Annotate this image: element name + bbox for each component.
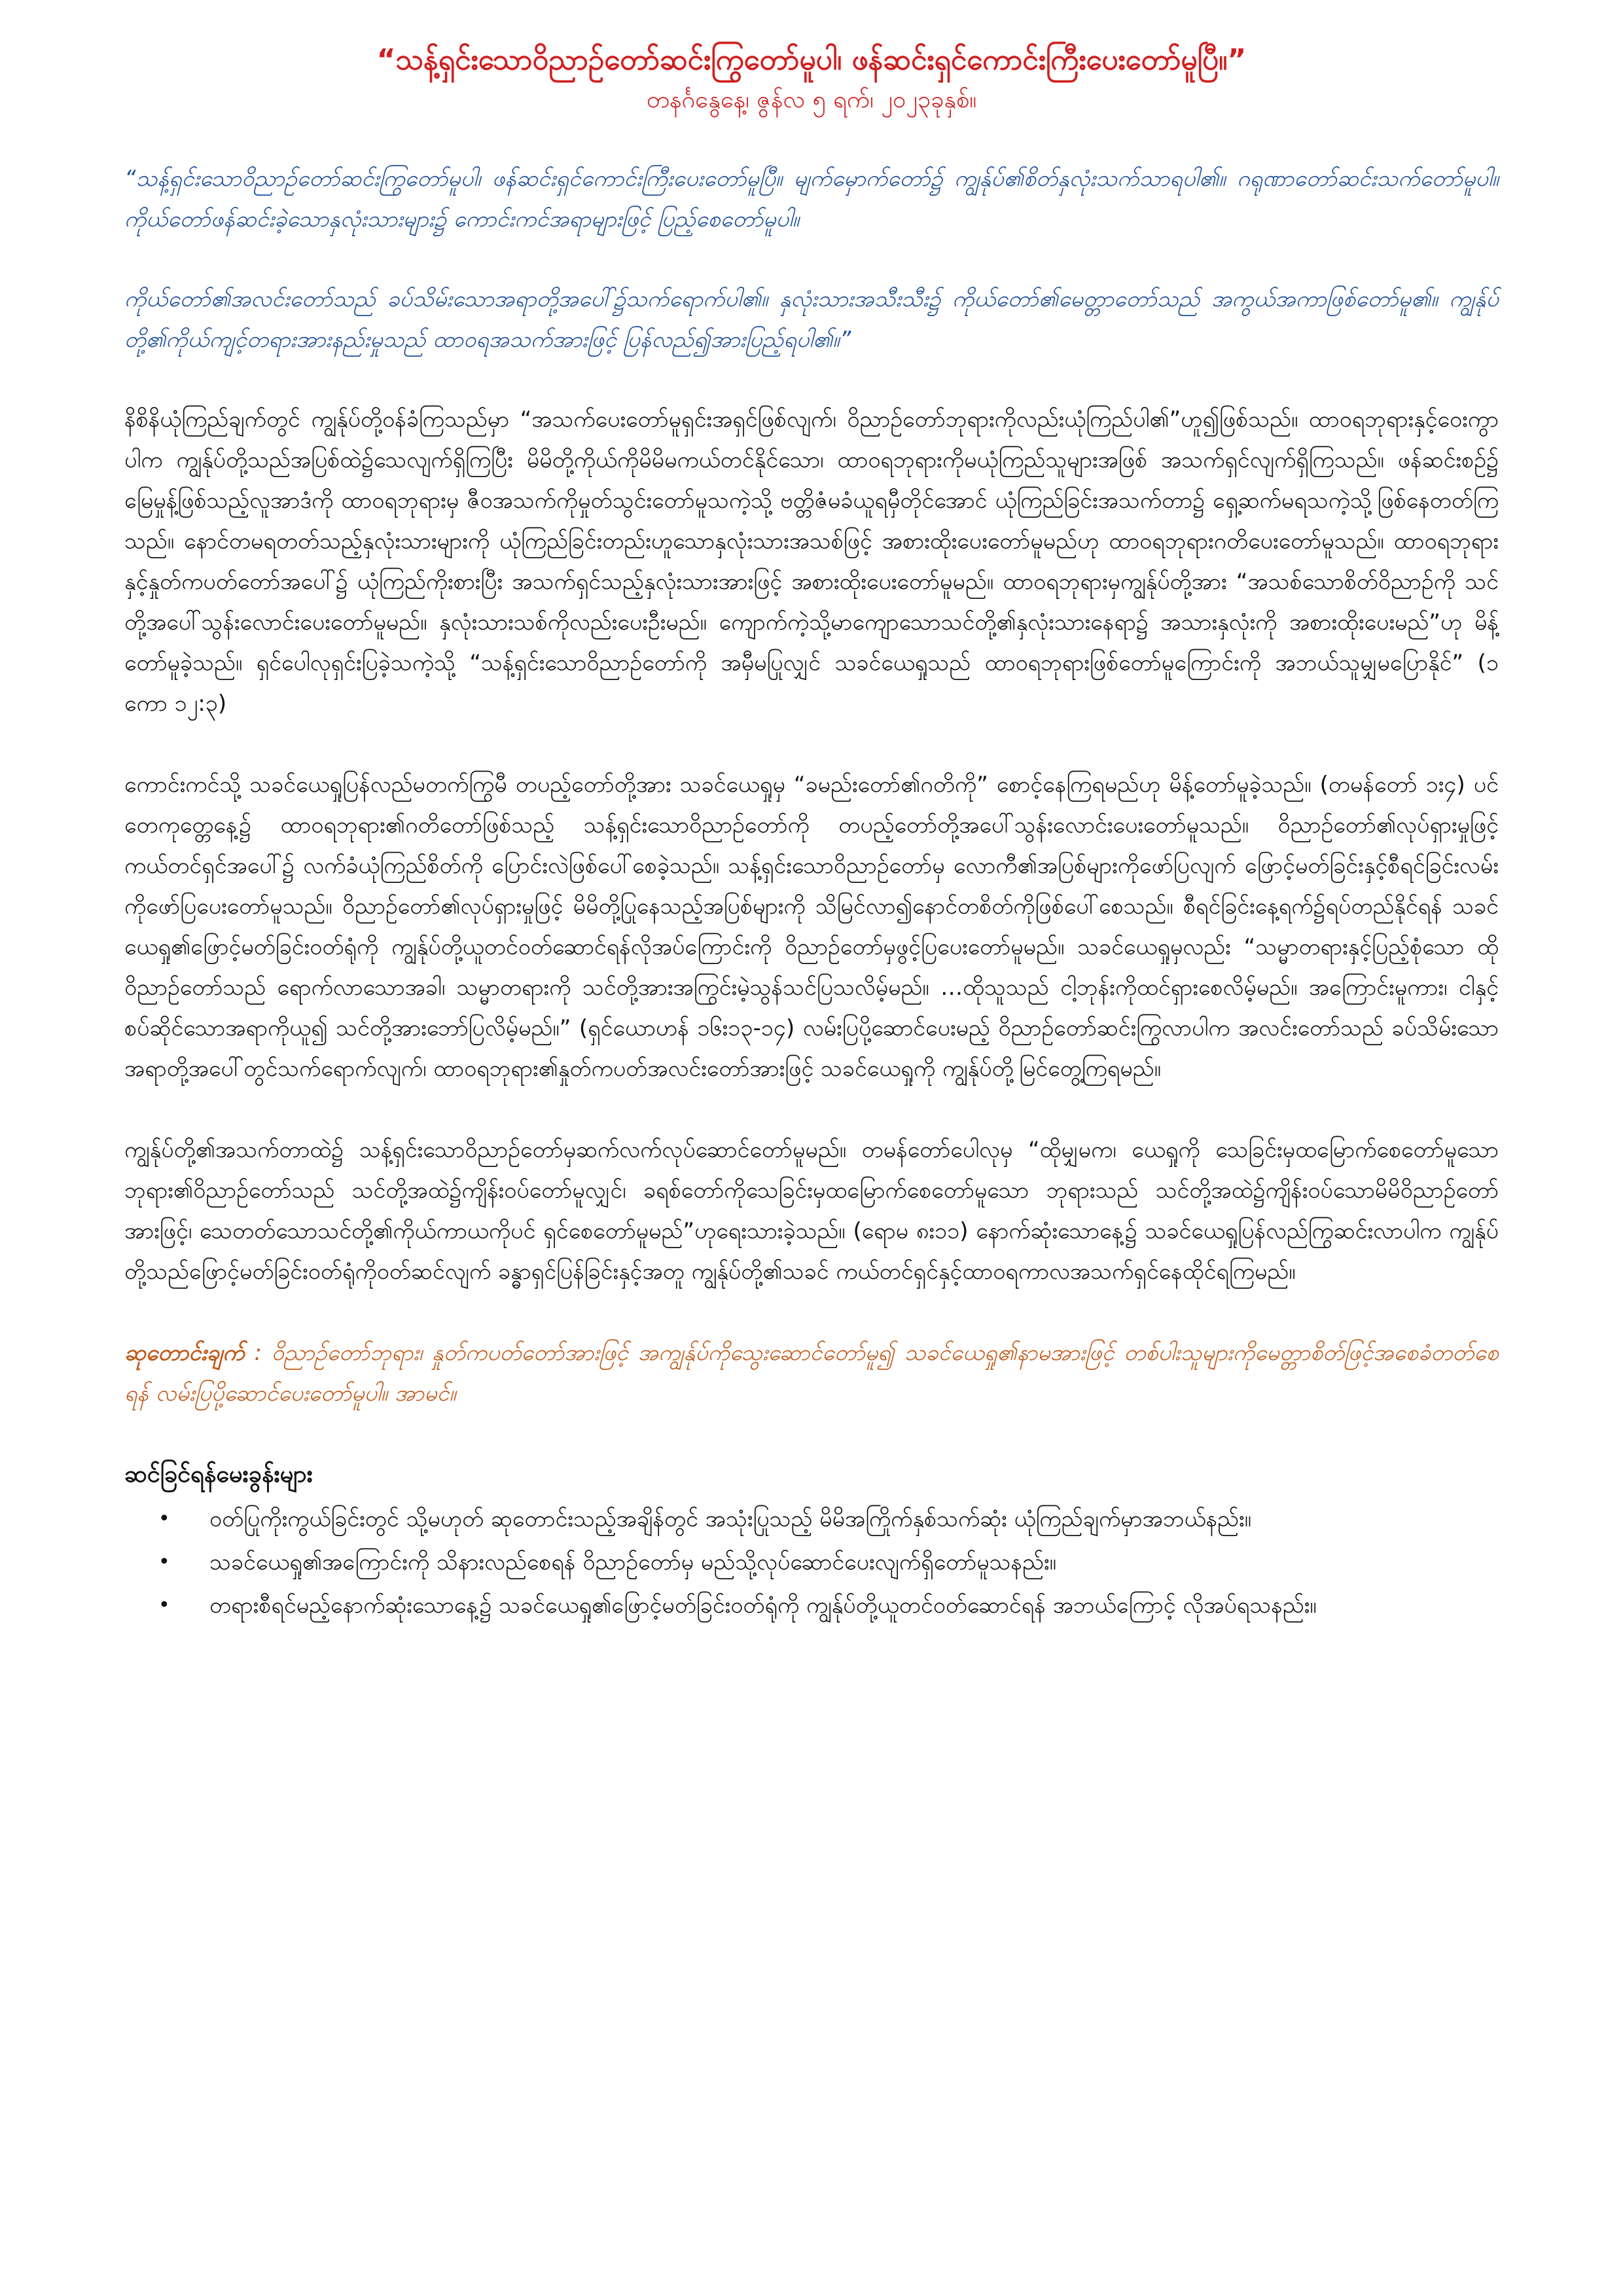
questions-heading: ဆင်ခြင်ရန်မေးခွန်းများ [124, 1461, 313, 1488]
prayer-block [124, 1333, 1499, 1414]
bullet-icon: • [158, 1507, 170, 1530]
list-item [158, 1542, 1499, 1583]
opening-quote-1: “သန့်ရှင်းသောဝိညာဉ်တော်ဆင်းကြွတော်မူပါ၊ ဖန်ဆင်းရှင်ကောင်းကြီးပေးတော်မူပြီ။ မျက်မှောက်တော်၌ ကျွန်ုပ်၏စိတ်နှလုံးသက်သာရပါ၏။ ဂရုဏာတော်ဆင်းသက်တော်မူပါ။ ကိုယ်တော်ဖန်ဆင်းခဲ့သောနှလုံးသားများ၌ ကောင်းကင်အရာများဖြင့် ပြည့်စေတော်မူပါ။ [124, 166, 1499, 232]
body-paragraph-2: ကောင်းကင်သို့ သခင်ယေရှုပြန်လည်မတက်ကြွမီ တပည့်တော်တို့အား သခင်ယေရှုမှ “ခမည်းတော်၏ဂတိကို” စောင့်နေကြရမည်ဟု မိန့်တော်မူခဲ့သည်။ (တမန်တော် ၁း၄) ပင်တေကုတ္တေနေ့၌ ထာဝရဘုရား၏ဂတိတော်ဖြစ်သည့် သန့်ရှင်းသောဝိညာဉ်တော်ကို တပည့်တော်တို့အပေါ်သွန်းလောင်းပေးတော်မူသည်။ ဝိညာဉ်တော်၏လုပ်ရှားမှုဖြင့် ကယ်တင်ရှင်အပေါ်၌ လက်ခံယုံကြည်စိတ်ကို ပြောင်းလဲဖြစ်ပေါ်စေခဲ့သည်။ သန့်ရှင်းသောဝိညာဉ်တော်မှ လောကီ၏အပြစ်များကိုဖော်ပြလျက် ဖြောင့်မတ်ခြင်းနှင့်စီရင်ခြင်းလမ်းကိုဖော်ပြပေးတော်မူသည်။ ဝိညာဉ်တော်၏လုပ်ရှားမှုဖြင့် မိမိတို့ပြုနေသည့်အပြစ်များကို သိမြင်လာ၍နောင်တစိတ်ကိုဖြစ်ပေါ်စေသည်။ စီရင်ခြင်းနေ့ရက်၌ရပ်တည်နိုင်ရန် သခင်ယေရှု၏ဖြောင့်မတ်ခြင်းဝတ်ရုံကို ကျွန်ုပ်တို့ယူတင်ဝတ်ဆောင်ရန်လိုအပ်ကြောင်းကို ဝိညာဉ်တော်မှဖွင့်ပြပေးတော်မူမည်။ သခင်ယေရှုမှလည်း “သမ္မာတရားနှင့်ပြည့်စုံသော ထိုဝိညာဉ်တော်သည် ရောက်လာသောအခါ၊ သမ္မာတရားကို သင်တို့အားအကြွင်းမဲ့သွန်သင်ပြသလိမ့်မည်။ …ထိုသူသည် ငါ့ဘုန်းကိုထင်ရှားစေလိမ့်မည်။ အကြောင်းမူကား၊ ငါနှင့်စပ်ဆိုင်သောအရာကိုယူ၍ သင်တို့အားဘော်ပြလိမ့်မည်။” (ရှင်ယောဟန် ၁၆း၁၃-၁၄) လမ်းပြပို့ဆောင်ပေးမည့် ဝိညာဉ်တော်ဆင်းကြွလာပါက အလင်းတော်သည် ခပ်သိမ်းသောအရာတို့အပေါ်တွင်သက်ရောက်လျက်၊ ထာဝရဘုရား၏နှုတ်ကပတ်အလင်းတော်အားဖြင့် သခင်ယေရှုကို ကျွန်ုပ်တို့မြင်တွေ့ကြရမည်။ [124, 772, 1499, 1082]
opening-quote-2: ကိုယ်တော်၏အလင်းတော်သည် ခပ်သိမ်းသောအရာတို့အပေါ်၌သက်ရောက်ပါ၏။ နှလုံးသားအသီးသီး၌ ကိုယ်တော်၏မေတ္တာတော်သည် အကွယ်အကာဖြစ်တော်မူ၏။ ကျွန်ုပ်တို့၏ကိုယ်ကျင့်တရားအားနည်းမှုသည် ထာဝရအသက်အားဖြင့် ပြန်လည်၍အားပြည့်ရပါ၏။” [124, 286, 1499, 353]
page-title: “သန့်ရှင်းသောဝိညာဉ်တော်ဆင်းကြွတော်မူပါ၊ ဖန်ဆင်းရှင်ကောင်းကြီးပေးတော်မူပြီ။” [376, 43, 1247, 77]
bullet-icon: • [158, 1594, 170, 1617]
list-item [158, 1585, 1499, 1626]
question-text: သခင်ယေရှု၏အကြောင်းကို သိနားလည်စေရန် ဝိညာဉ်တော်မှ မည်သို့လုပ်ဆောင်ပေးလျက်ရှိတော်မူသနည်း။ [209, 1549, 1056, 1575]
prayer-text: ဝိညာဉ်တော်ဘုရား၊ နှုတ်ကပတ်တော်အားဖြင့် အကျွန်ုပ်ကိုသွေးဆောင်တော်မူ၍ သခင်ယေရှု၏နာမအားဖြင့် တစ်ပါးသူများကိုမေတ္တာစိတ်ဖြင့်အစေခံတတ်စေရန် လမ်းပြပို့ဆောင်ပေးတော်မူပါ။ အာမင်။ [124, 1340, 1499, 1407]
body-paragraph-3: ကျွန်ုပ်တို့၏အသက်တာထဲ၌ သန့်ရှင်းသောဝိညာဉ်တော်မှဆက်လက်လုပ်ဆောင်တော်မူမည်။ တမန်တော်ပေါလုမှ “ထိုမျှမက၊ ယေရှုကို သေခြင်းမှထမြောက်စေတော်မူသော ဘုရား၏ဝိညာဉ်တော်သည် သင်တို့အထဲ၌ကျိန်းဝပ်တော်မူလျှင်၊ ခရစ်တော်ကိုသေခြင်းမှထမြောက်စေတော်မူသော ဘုရားသည် သင်တို့အထဲ၌ကျိန်းဝပ်သောမိမိဝိညာဉ်တော်အားဖြင့်၊ သေတတ်သောသင်တို့၏ကိုယ်ကာယကိုပင် ရှင်စေတော်မူမည်”ဟုရေးသားခဲ့သည်။ (ရောမ ၈း၁၁) နောက်ဆုံးသောနေ့၌ သခင်ယေရှုပြန်လည်ကြွဆင်းလာပါက ကျွန်ုပ်တို့သည်ဖြောင့်မတ်ခြင်းဝတ်ရုံကိုဝတ်ဆင်လျက် ခန္ဓာရှင်ပြန်ခြင်းနှင့်အတူ ကျွန်ုပ်တို့၏သခင် ကယ်တင်ရှင်နှင့်ထာဝရကာလအသက်ရှင်နေထိုင်ရကြမည်။ [124, 1137, 1499, 1285]
body-paragraph-1: နိစိနိယုံကြည်ချက်တွင် ကျွန်ုပ်တို့ဝန်ခံကြသည်မှာ “အသက်ပေးတော်မူရှင်းအရှင်ဖြစ်လျက်၊ ဝိညာဉ်တော်ဘုရားကိုလည်းယုံကြည်ပါ၏”ဟူ၍ဖြစ်သည်။ ထာဝရဘုရားနှင့်ဝေးကွာပါက ကျွန်ုပ်တို့သည်အပြစ်ထဲ၌သေလျက်ရှိကြပြီး မိမိတို့ကိုယ်ကိုမိမိမကယ်တင်နိုင်သော၊ ထာဝရဘုရားကိုမယုံကြည်သူများအဖြစ် အသက်ရှင်လျက်ရှိကြသည်။ ဖန်ဆင်းစဉ်၌ မြေမှုန့်ဖြစ်သည့်လူအာဒံကို ထာဝရဘုရားမှ ဇီဝအသက်ကိုမှုတ်သွင်းတော်မူသကဲ့သို့ ဗတ္တိဇံမခံယူရမှီတိုင်အောင် ယုံကြည်ခြင်းအသက်တာ၌ ရှေ့ဆက်မရသကဲ့သို့ဖြစ်နေတတ်ကြသည်။ နောင်တမရတတ်သည့်နှလုံးသားများကို ယုံကြည်ခြင်းတည်းဟူသောနှလုံးသားအသစ်ဖြင့် အစားထိုးပေးတော်မူမည်ဟု ထာဝရဘုရားဂတိပေးတော်မူသည်။ ထာဝရဘုရားနှင့်နှုတ်ကပတ်တော်အပေါ်၌ ယုံကြည်ကိုးစားပြီး အသက်ရှင်သည့်နှလုံးသားအားဖြင့် အစားထိုးပေးတော်မူမည်။ ထာဝရဘုရားမှကျွန်ုပ်တို့အား “အသစ်သောစိတ်ဝိညာဉ်ကို သင်တို့အပေါ်သွန်းလောင်းပေးတော်မူမည်။ နှလုံးသားသစ်ကိုလည်းပေးဦးမည်။ ကျောက်ကဲ့သို့မာကျောသောသင်တို့၏နှလုံးသားနေရာ၌ အသားနှလုံးကို အစားထိုးပေးမည်”ဟု မိန့်တော်မူခဲ့သည်။ ရှင်ပေါလုရှင်းပြခဲ့သကဲ့သို့ “သန့်ရှင်းသောဝိညာဉ်တော်ကို အမှီမပြုလျှင် သခင်ယေရှုသည် ထာဝရဘုရားဖြစ်တော်မူကြောင်းကို အဘယ်သူမျှမပြောနိုင်” (၁ ကော ၁၂:၃) [124, 406, 1499, 717]
page-date: တနင်္ဂနွေနေ့၊ ဇွန်လ ၅ ရက်၊ ၂၀၂၃ခုနှစ်။ [646, 86, 977, 113]
list-item [158, 1499, 1499, 1539]
bullet-icon: • [158, 1551, 170, 1573]
prayer-separator: : [244, 1340, 272, 1366]
prayer-label: ဆုတောင်းချက် [124, 1340, 245, 1366]
question-text: ဝတ်ပြုကိုးကွယ်ခြင်းတွင် သို့မဟုတ် ဆုတောင်းသည့်အချိန်တွင် အသုံးပြုသည့် မိမိအကြိုက်နှစ်သက်ဆုံး ယုံကြည်ချက်မှာအဘယ်နည်း။ [209, 1506, 1251, 1532]
question-text: တရားစီရင်မည့်နောက်ဆုံးသောနေ့၌ သခင်ယေရှု၏ဖြောင့်မတ်ခြင်းဝတ်ရုံကို ကျွန်ုပ်တို့ယူတင်ဝတ်ဆောင်ရန် အဘယ်ကြောင့် လိုအပ်ရသနည်း။ [209, 1592, 1317, 1619]
questions-list [124, 1499, 1499, 1626]
